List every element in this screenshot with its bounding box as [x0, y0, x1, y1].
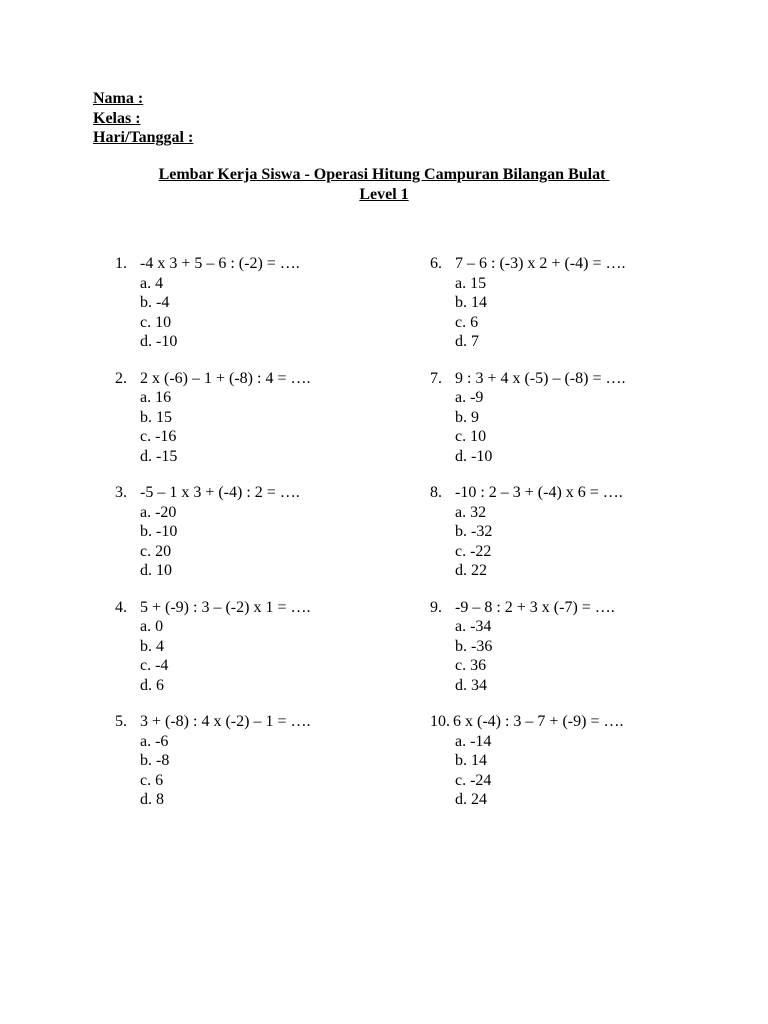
question: [430, 369, 625, 484]
option: c. 10: [455, 428, 487, 445]
option: a. 16: [140, 389, 172, 406]
option: a. 0: [140, 618, 164, 635]
option: b. 14: [455, 752, 487, 769]
option: c. 10: [140, 313, 172, 331]
question-number: 7.: [430, 369, 442, 387]
question-text: 9 : 3 + 4 x (-5) – (-8) = ….: [455, 369, 626, 387]
question-text: 2 x (-6) – 1 + (-8) : 4 = ….: [140, 369, 311, 387]
question-number: 8.: [430, 484, 442, 501]
title-line-2: Level 1: [359, 186, 409, 203]
option: a. -6: [140, 732, 169, 750]
question: [115, 254, 310, 369]
option: d. 22: [455, 562, 487, 579]
question-number: 4.: [115, 598, 127, 616]
option: b. 14: [455, 294, 487, 311]
option: d. -10: [140, 333, 178, 350]
option: b. 9: [455, 408, 479, 426]
question: [115, 369, 310, 484]
option: a. -20: [140, 503, 177, 521]
option: a. -14: [455, 732, 492, 750]
question-number: 1.: [115, 255, 127, 272]
option: d. 24: [455, 791, 487, 808]
question-number: 10.: [430, 713, 450, 730]
question-number: 2.: [115, 369, 127, 387]
option: b. -32: [455, 523, 493, 540]
option: c. -22: [455, 542, 492, 560]
student-info: [93, 89, 193, 148]
title-line-1: Lembar Kerja Siswa - Operasi Hitung Campuran Bilangan Bulat: [158, 166, 610, 183]
option: c. -16: [140, 428, 177, 445]
option: b. -10: [140, 523, 178, 540]
question: [115, 483, 310, 598]
question: [115, 598, 310, 713]
option: d. -15: [140, 447, 178, 465]
option: b. -36: [455, 637, 493, 655]
question-text: -10 : 2 – 3 + (-4) x 6 = ….: [455, 484, 623, 501]
question: [115, 712, 310, 827]
option: d. 34: [455, 676, 487, 694]
option: b. 4: [140, 637, 164, 655]
question: [430, 483, 625, 598]
question-text: 6 x (-4) : 3 – 7 + (-9) = ….: [453, 713, 624, 730]
option: a. 4: [140, 274, 164, 292]
question-text: 3 + (-8) : 4 x (-2) – 1 = ….: [140, 713, 311, 730]
option: d. 6: [140, 676, 164, 694]
option: c. -4: [140, 657, 169, 674]
question-number: 3.: [115, 484, 127, 501]
question-text: -4 x 3 + 5 – 6 : (-2) = ….: [140, 255, 300, 272]
question-text: 5 + (-9) : 3 – (-2) x 1 = ….: [140, 598, 311, 616]
option: b. -8: [140, 752, 170, 769]
option: d. 7: [455, 333, 479, 350]
option: c. 6: [140, 771, 164, 789]
option: b. 15: [140, 408, 172, 426]
question-number: 9.: [430, 598, 442, 616]
option: c. -24: [455, 771, 492, 789]
questions-left-column: [115, 254, 310, 827]
option: b. -4: [140, 294, 170, 311]
option: d. -10: [455, 447, 493, 465]
option: d. 10: [140, 562, 172, 579]
kelas-label: Kelas :: [93, 109, 141, 127]
option: a. -9: [455, 389, 484, 406]
questions-right-column: [430, 254, 625, 827]
question-text: 7 – 6 : (-3) x 2 + (-4) = ….: [455, 255, 626, 272]
question-text: -5 – 1 x 3 + (-4) : 2 = ….: [140, 484, 300, 501]
question: [430, 254, 625, 369]
option: c. 36: [455, 657, 487, 674]
hari-tanggal-label: Hari/Tanggal :: [93, 129, 194, 146]
option: a. -34: [455, 618, 492, 635]
question-number: 5.: [115, 713, 127, 730]
question-number: 6.: [430, 255, 442, 272]
option: a. 15: [455, 274, 487, 292]
nama-label: Nama :: [93, 90, 144, 107]
option: a. 32: [455, 503, 487, 521]
question: [430, 712, 625, 827]
question-text: -9 – 8 : 2 + 3 x (-7) = ….: [455, 598, 615, 616]
option: c. 20: [140, 542, 172, 560]
question: [430, 598, 625, 713]
option: d. 8: [140, 791, 164, 808]
worksheet-title: [0, 165, 768, 205]
option: c. 6: [455, 313, 479, 331]
